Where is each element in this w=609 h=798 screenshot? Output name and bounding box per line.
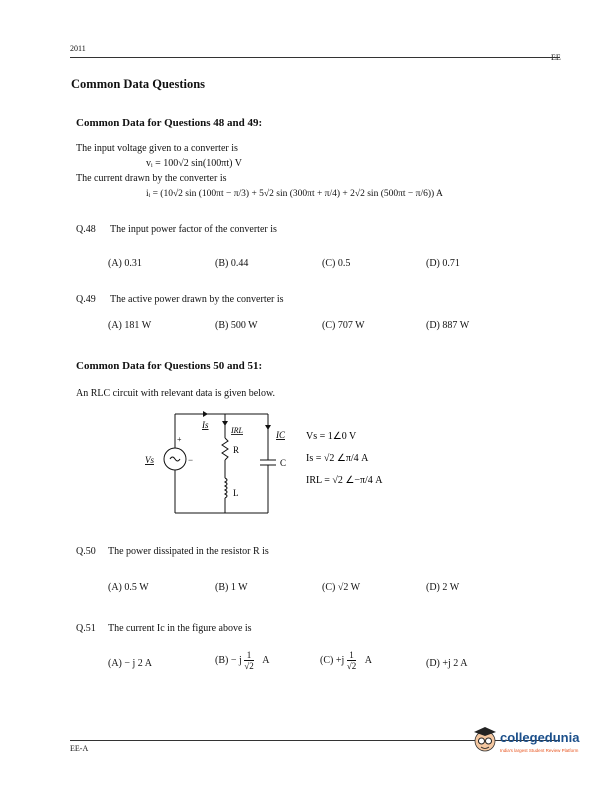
q51-option-b-prefix: (B) − j — [215, 655, 242, 666]
q51-option-b-unit: A — [262, 655, 270, 666]
q48-option-a: (A) 0.31 — [108, 258, 142, 269]
arrow-is — [203, 411, 208, 417]
source-plus: + — [177, 435, 182, 444]
source-minus: − — [188, 455, 194, 465]
q51-option-b-denominator: √2 — [244, 661, 254, 671]
q50-option-a: (A) 0.5 W — [108, 582, 149, 593]
q49-option-c: (C) 707 W — [322, 320, 365, 331]
q50-option-c: (C) √2 W — [322, 582, 361, 593]
q51-option-b-fraction — [244, 650, 253, 671]
label-irl: IRL — [231, 426, 243, 435]
header-year: 2011 — [70, 44, 86, 53]
q48-option-c: (C) 0.5 — [322, 258, 351, 269]
circuit-data-irl: IRL = √2 ∠−π/4 A — [306, 475, 383, 486]
q51-option-c-prefix: (C) +j — [320, 655, 345, 666]
section1-line2: The current drawn by the converter is — [76, 173, 227, 184]
section1-eq2: iᵢ = (10√2 sin (100πt − π/3) + 5√2 sin (300πt + π/4) + 2√2 sin (500πt − π/6)) A — [146, 189, 443, 199]
q50-number: Q.50 — [76, 546, 96, 557]
q49-option-d: (D) 887 W — [426, 320, 470, 331]
q48-option-b: (B) 0.44 — [215, 258, 249, 269]
circuit-data-is: Is = √2 ∠π/4 A — [306, 453, 369, 464]
arrow-ic — [265, 425, 271, 430]
resistor-symbol — [222, 438, 228, 460]
rlc-circuit-diagram — [140, 408, 400, 520]
q51-option-d: (D) +j 2 A — [426, 658, 468, 669]
q51-option-b-numerator: 1 — [244, 650, 253, 661]
q48-option-d: (D) 0.71 — [426, 258, 460, 269]
q49-number: Q.49 — [76, 294, 96, 305]
q49-option-b: (B) 500 W — [215, 320, 258, 331]
label-l: L — [233, 488, 239, 498]
q51-text: The current Ic in the figure above is — [108, 623, 252, 634]
source-tilde — [170, 457, 180, 461]
label-is: Is — [202, 420, 209, 430]
q49-text: The active power drawn by the converter is — [110, 294, 284, 305]
q51-option-b — [215, 650, 269, 671]
section1-eq1: vᵢ = 100√2 sin(100πt) V — [146, 158, 242, 169]
q51-option-c-unit: A — [364, 655, 372, 666]
brand-tagline: India's largest Student Review Platform — [500, 748, 579, 753]
q51-option-c-denominator: √2 — [346, 661, 357, 671]
q48-text: The input power factor of the converter is — [110, 224, 277, 235]
header-rule — [70, 57, 560, 58]
section1-heading: Common Data for Questions 48 and 49: — [76, 117, 263, 129]
q51-option-c-numerator: 1 — [347, 650, 356, 661]
section1-line1: The input voltage given to a converter is — [76, 143, 238, 154]
footer-code: EE-A — [70, 744, 89, 753]
label-r: R — [233, 445, 240, 455]
label-c: C — [280, 458, 287, 468]
q49-option-a: (A) 181 W — [108, 320, 152, 331]
inductor-symbol — [225, 478, 227, 498]
label-ic: IC — [276, 430, 285, 440]
q50-text: The power dissipated in the resistor R is — [108, 546, 269, 557]
brand-name: collegedunia — [500, 730, 580, 745]
circuit-data-vs: Vs = 1∠0 V — [306, 431, 357, 442]
q51-number: Q.51 — [76, 623, 96, 634]
q50-option-b: (B) 1 W — [215, 582, 248, 593]
section2-line1: An RLC circuit with relevant data is given below. — [76, 388, 276, 399]
q51-option-c-fraction — [347, 650, 356, 671]
section2-heading: Common Data for Questions 50 and 51: — [76, 360, 263, 372]
q48-number: Q.48 — [76, 224, 96, 235]
page-title: Common Data Questions — [71, 77, 206, 91]
q50-option-d: (D) 2 W — [426, 582, 460, 593]
q51-option-a: (A) − j 2 A — [108, 658, 152, 669]
q51-option-c — [320, 650, 372, 671]
label-vs: Vs — [145, 455, 154, 465]
arrow-irl — [222, 421, 228, 426]
mascot-icon — [472, 724, 498, 754]
